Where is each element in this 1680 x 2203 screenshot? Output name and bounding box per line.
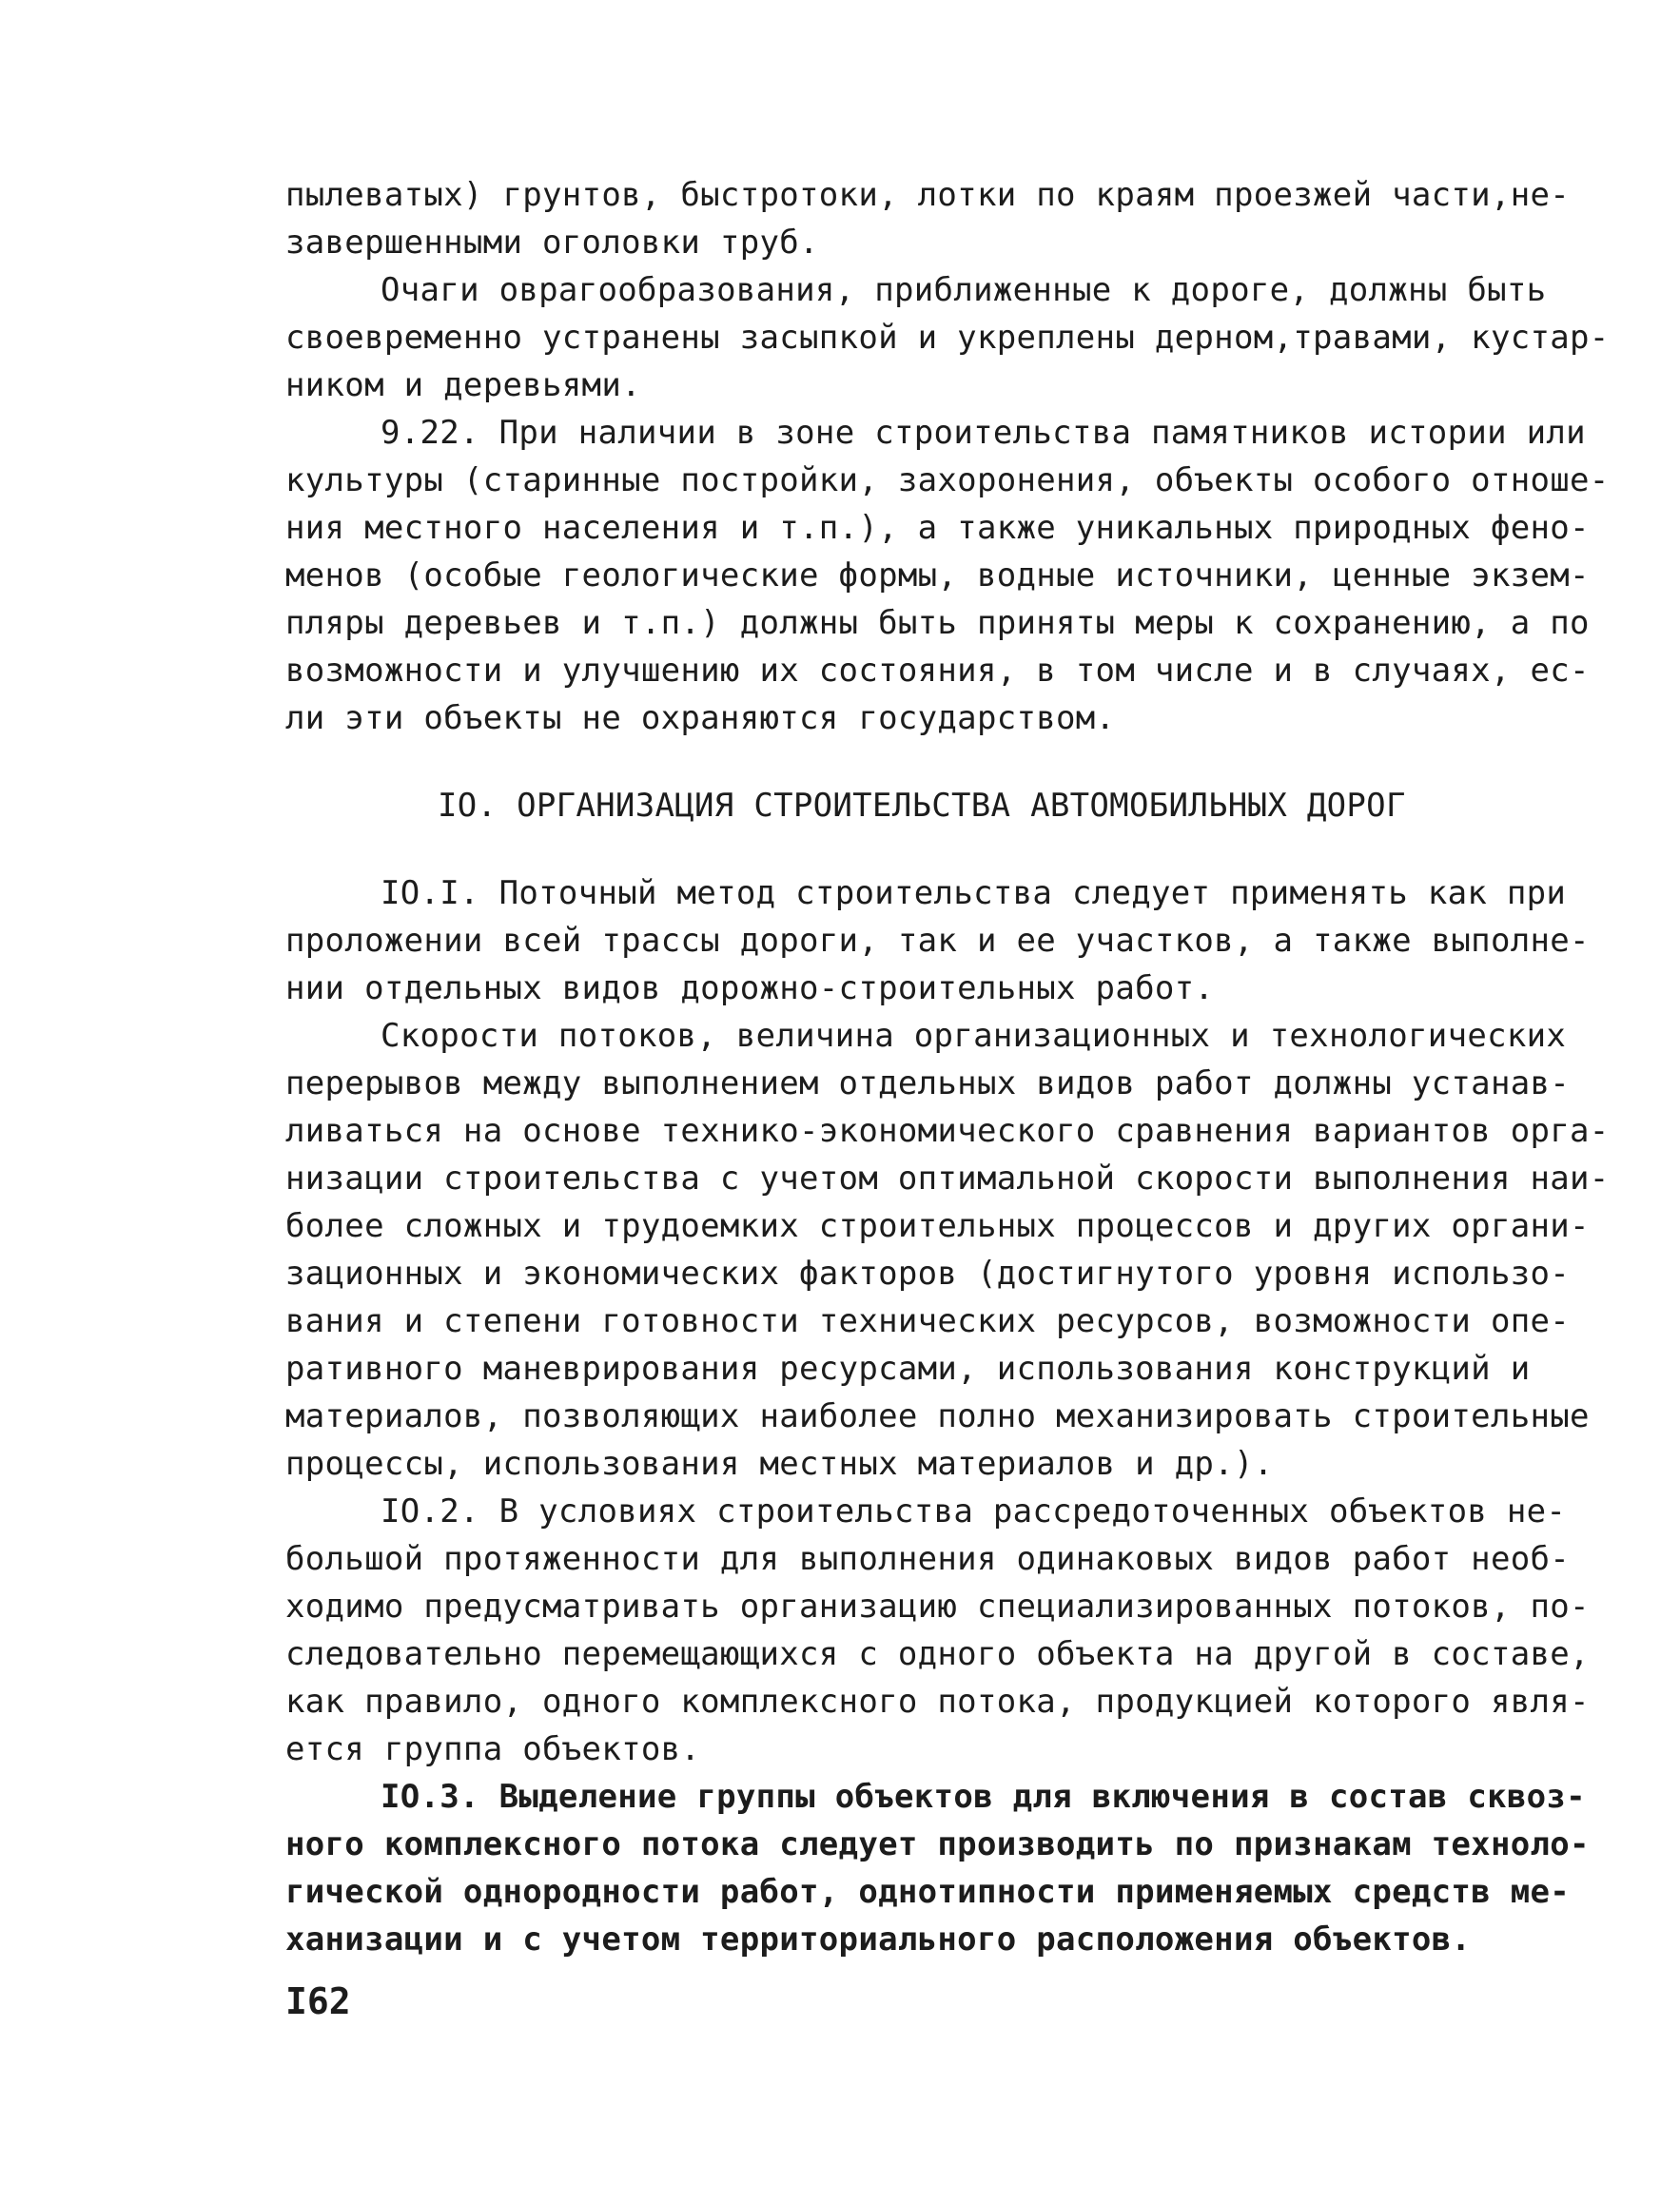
paragraph-10-3	[285, 1773, 1590, 1963]
text-line: завершенными оголовки труб.	[285, 224, 819, 262]
text-line: ного комплексного потока следует производить по признакам техноло-	[285, 1825, 1590, 1863]
text-line: перерывов между выполнением отдельных видов работ должны устанав-	[285, 1064, 1571, 1102]
text-line: гической однородности работ, однотипности применяемых средств ме-	[285, 1873, 1571, 1911]
text-line: ходимо предусматривать организацию специализированных потоков, по-	[285, 1588, 1590, 1626]
text-line: IO.I. Поточный метод строительства следует применять как при	[381, 874, 1567, 912]
text-line: ния местного населения и т.п.), а также уникальных природных фено-	[285, 509, 1590, 547]
paragraph-10-2	[285, 1488, 1590, 1773]
text-line: Очаги оврагообразования, приближенные к дороге, должны быть	[381, 271, 1547, 309]
text-line: ется группа объектов.	[285, 1730, 701, 1768]
text-line: как правило, одного комплексного потока, продукцией которого явля-	[285, 1683, 1590, 1721]
text-line: пылеватых) грунтов, быстротоки, лотки по краям проезжей части,не-	[285, 176, 1571, 214]
text-line: вания и степени готовности технических ресурсов, возможности опе-	[285, 1302, 1571, 1340]
paragraph-ravines	[285, 266, 1610, 409]
body-text	[285, 171, 1610, 1963]
text-line: зационных и экономических факторов (достигнутого уровня использо-	[285, 1255, 1571, 1293]
text-line: IO.3. Выделение группы объектов для включения в состав сквоз-	[381, 1778, 1586, 1816]
text-line: более сложных и трудоемких строительных процессов и других органи-	[285, 1207, 1590, 1245]
text-line: следовательно перемещающихся с одного объекта на другой в составе,	[285, 1635, 1590, 1673]
paragraph-intro-continuation	[285, 171, 1579, 266]
text-line: Скорости потоков, величина организационных и технологических	[381, 1017, 1567, 1055]
text-line: ханизации и с учетом территориального расположения объектов.	[285, 1920, 1472, 1959]
text-line: ником и деревьями.	[285, 366, 641, 404]
text-line: процессы, использования местных материалов и др.).	[285, 1445, 1274, 1483]
paragraph-speeds	[285, 1012, 1610, 1488]
text-line: проложении всей трассы дороги, так и ее участков, а также выполне-	[285, 922, 1590, 960]
section-heading: IO. ОРГАНИЗАЦИЯ СТРОИТЕЛЬСТВА АВТОМОБИЛЬНЫХ ДОРОГ	[438, 787, 1406, 825]
text-line: ративного маневрирования ресурсами, использования конструкций и	[285, 1350, 1531, 1388]
text-line: культуры (старинные постройки, захоронения, объекты особого отноше-	[285, 461, 1610, 499]
text-line: IO.2. В условиях строительства рассредоточенных объектов не-	[381, 1492, 1567, 1530]
text-line: большой протяженности для выполнения одинаковых видов работ необ-	[285, 1540, 1571, 1578]
text-line: ливаться на основе технико-экономического сравнения вариантов орга-	[285, 1112, 1610, 1150]
text-line: возможности и улучшению их состояния, в том числе и в случаях, ес-	[285, 652, 1590, 690]
paragraph-10-1	[285, 869, 1590, 1012]
paragraph-9-22	[285, 409, 1610, 742]
text-line: менов (особые геологические формы, водные источники, ценные экзем-	[285, 556, 1590, 595]
page-number: I62	[285, 1980, 351, 2022]
text-line: ли эти объекты не охраняются государством.	[285, 699, 1116, 737]
text-line: пляры деревьев и т.п.) должны быть приняты меры к сохранению, а по	[285, 604, 1590, 642]
text-line: материалов, позволяющих наиболее полно механизировать строительные	[285, 1397, 1590, 1435]
text-line: низации строительства с учетом оптимальной скорости выполнения наи-	[285, 1160, 1610, 1198]
text-line: нии отдельных видов дорожно-строительных работ.	[285, 969, 1215, 1007]
text-line: 9.22. При наличии в зоне строительства памятников истории или	[381, 414, 1586, 452]
text-line: своевременно устранены засыпкой и укреплены дерном,травами, кустар-	[285, 319, 1610, 357]
